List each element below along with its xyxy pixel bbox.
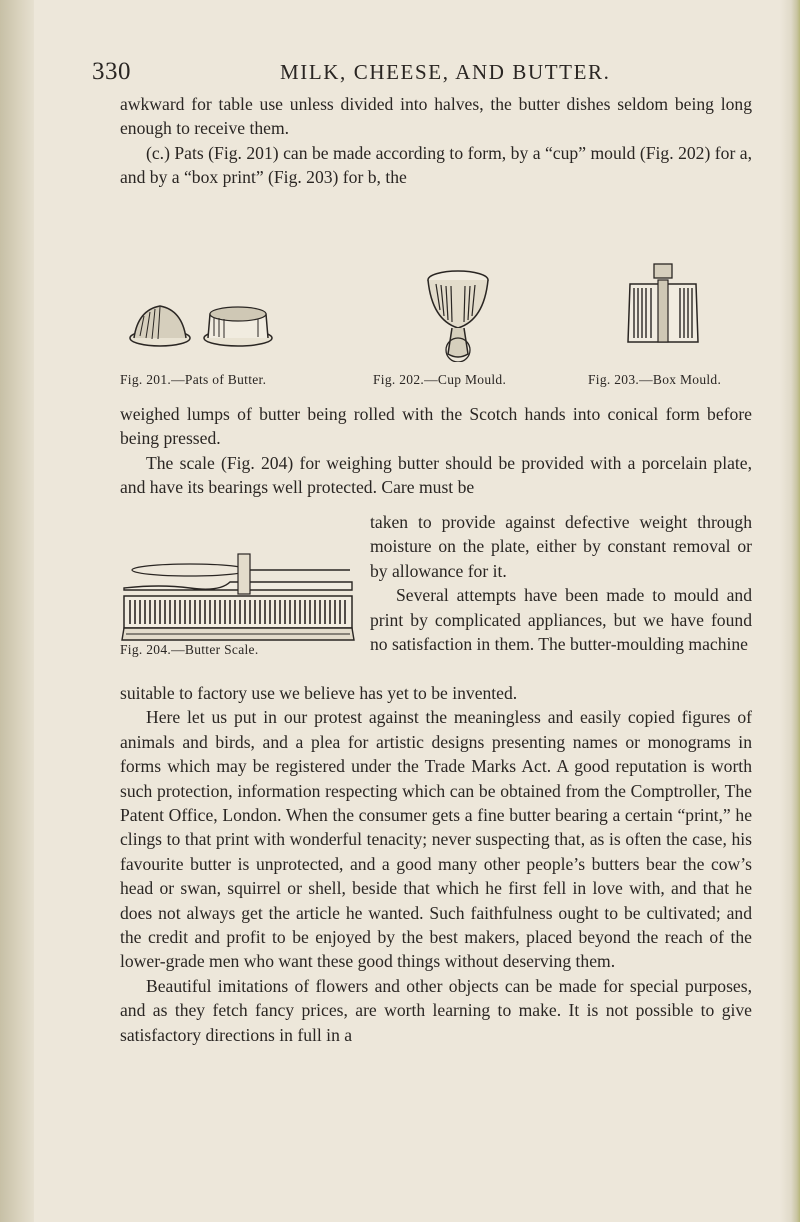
- page-header: [92, 58, 732, 92]
- paragraph: suitable to factory use we believe has yet to be invented.: [120, 683, 518, 703]
- figure-caption: Fig. 201.—Pats of Butter.: [120, 372, 267, 387]
- paragraph: weighed lumps of butter being rolled with the Scotch hands into conical form before being pressed.: [120, 404, 752, 449]
- paragraph: Here let us put in our protest against the meaningless and easily copied figures of animals and birds, and a plea for artistic designs presenting names or monograms in forms which may be registered under the Trade Marks Act. A good reputation is worth such protection, information respecting which can be obtained from the Comptroller, The Patent Office, London. When the consumer gets a fine butter bearing a certain “print,” he clings to that print with wonderful tenacity; never suspecting that, as is often the case, his favourite butter is unprotected, and a good many other people’s butters bear the cow’s head or swan, squirrel or shell, beside that which he first fell in love with, and that he does not always get the article he wanted. Such faithfulness ought to be cultivated; and the credit and profit to be enjoyed by the best makers, placed beyond the reach of the lower-grade men who want these good things without deserving them.: [120, 707, 752, 972]
- text-block-middle: [120, 402, 752, 500]
- paragraph: Several attempts have been made to mould and print by complicated appliances, but we have found no satisfaction in them. The butter-moulding machine: [370, 585, 752, 655]
- text-block-bottom: [120, 681, 752, 1047]
- cup-mould-icon: [418, 266, 498, 362]
- figure-caption: Fig. 204.—Butter Scale.: [120, 642, 259, 657]
- butter-scale-icon: [120, 530, 355, 650]
- figure-caption: Fig. 202.—Cup Mould.: [373, 372, 507, 387]
- paragraph: (c.) Pats (Fig. 201) can be made according to form, by a “cup” mould (Fig. 202) for a, and by a “box print” (Fig. 203) for b, the: [120, 142, 752, 188]
- page-number: 330: [92, 58, 131, 85]
- butter-pats-icon: [120, 292, 280, 352]
- text-block-wrap: [370, 510, 752, 656]
- text-block-top: [120, 92, 752, 190]
- page-gutter-left: [0, 0, 34, 1222]
- butter-scale-figure: [120, 510, 355, 700]
- page-edge-right: [780, 0, 800, 1222]
- paragraph: The scale (Fig. 204) for weighing butter should be provided with a porcelain plate, and have its bearings well protected. Care must be: [120, 452, 752, 498]
- box-mould-icon: [618, 262, 708, 354]
- paragraph: taken to provide against defective weight through moisture on the plate, either by constant removal or by allowance for it.: [370, 512, 752, 581]
- figure-row: [120, 282, 760, 392]
- paragraph: Beautiful imitations of flowers and other objects can be made for special purposes, and as they fetch fancy prices, are worth learning to make. It is not possible to give satisfactory directions in full in a: [120, 975, 752, 1045]
- figure-caption: Fig. 203.—Box Mould.: [588, 372, 722, 387]
- running-head: MILK, CHEESE, AND BUTTER.: [280, 60, 611, 84]
- paragraph: awkward for table use unless divided into halves, the butter dishes seldom being long enough to receive them.: [120, 94, 752, 139]
